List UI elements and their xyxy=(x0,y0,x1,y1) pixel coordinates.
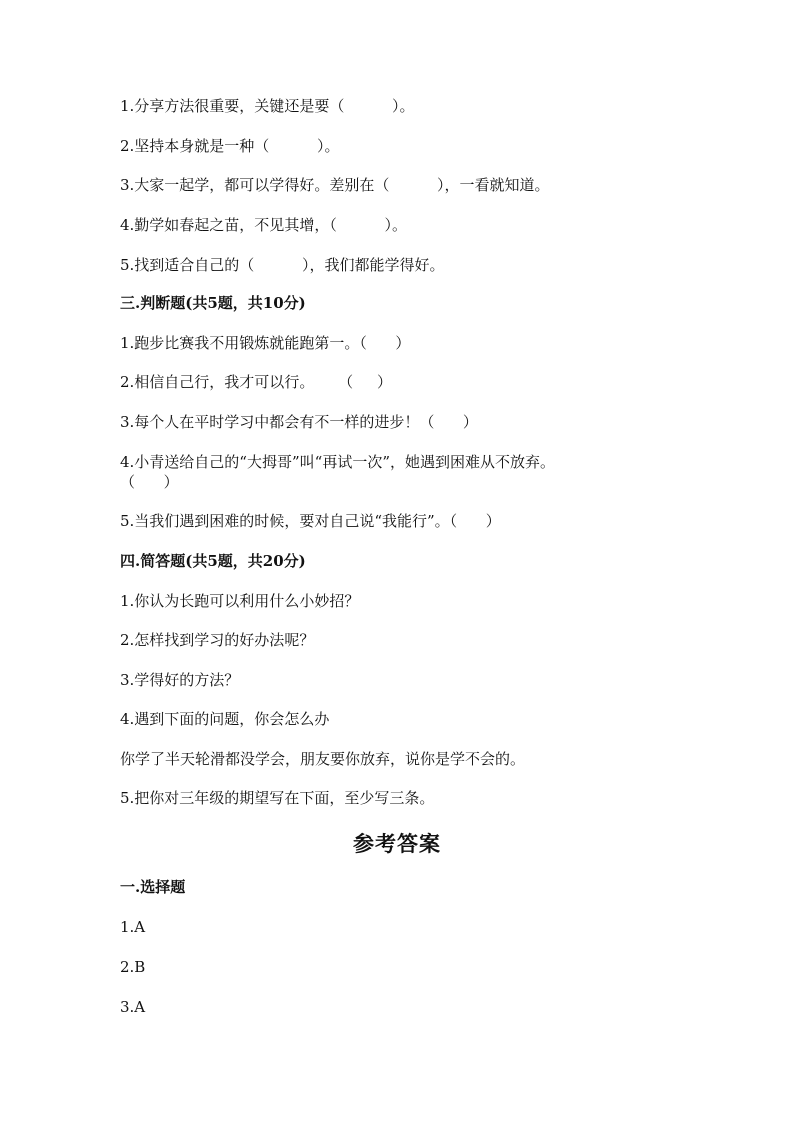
short-answer-question-5: 5.把你对三年级的期望写在下面，至少写三条。 xyxy=(120,789,435,807)
fill-question-5: 5.找到适合自己的（ ），我们都能学得好。 xyxy=(120,256,445,274)
fill-question-3: 3.大家一起学，都可以学得好。差别在（ ），一看就知道。 xyxy=(120,176,550,194)
short-answer-question-2: 2.怎样找到学习的好办法呢？ xyxy=(120,631,315,649)
short-answer-question-3: 3.学得好的方法？ xyxy=(120,671,240,689)
fill-question-4: 4.勤学如春起之苗，不见其增，（ ）。 xyxy=(120,216,407,234)
judge-question-2: 2.相信自己行，我才可以行。 （ ） xyxy=(120,373,392,391)
short-answer-question-1: 1.你认为长跑可以利用什么小妙招？ xyxy=(120,592,360,610)
answer-item-3: 3.A xyxy=(120,998,146,1016)
short-answer-question-4: 4.遇到下面的问题，你会怎么办 xyxy=(120,710,330,728)
judge-question-1: 1.跑步比赛我不用锻炼就能跑第一。（ ） xyxy=(120,334,411,352)
answer-item-2: 2.B xyxy=(120,958,146,976)
short-answer-question-4-scenario: 你学了半天轮滑都没学会，朋友要你放弃，说你是学不会的。 xyxy=(120,750,526,768)
answer-item-1: 1.A xyxy=(120,918,146,936)
judge-question-5: 5.当我们遇到困难的时候，要对自己说“我能行”。（ ） xyxy=(120,512,501,530)
judge-question-3: 3.每个人在平时学习中都会有不一样的进步！（ ） xyxy=(120,413,478,431)
judge-section-heading: 三.判断题(共5题，共10分) xyxy=(120,294,306,312)
judge-question-4-blank: （ ） xyxy=(120,473,179,491)
answers-title: 参考答案 xyxy=(353,831,441,856)
fill-question-1: 1.分享方法很重要，关键还是要（ ）。 xyxy=(120,97,415,115)
answers-section-heading: 一.选择题 xyxy=(120,878,186,896)
fill-question-2: 2.坚持本身就是一种（ ）。 xyxy=(120,137,340,155)
short-answer-section-heading: 四.简答题(共5题，共20分) xyxy=(120,552,306,570)
judge-question-4: 4.小青送给自己的“大拇哥”叫“再试一次”，她遇到困难从不放弃。 xyxy=(120,453,555,471)
